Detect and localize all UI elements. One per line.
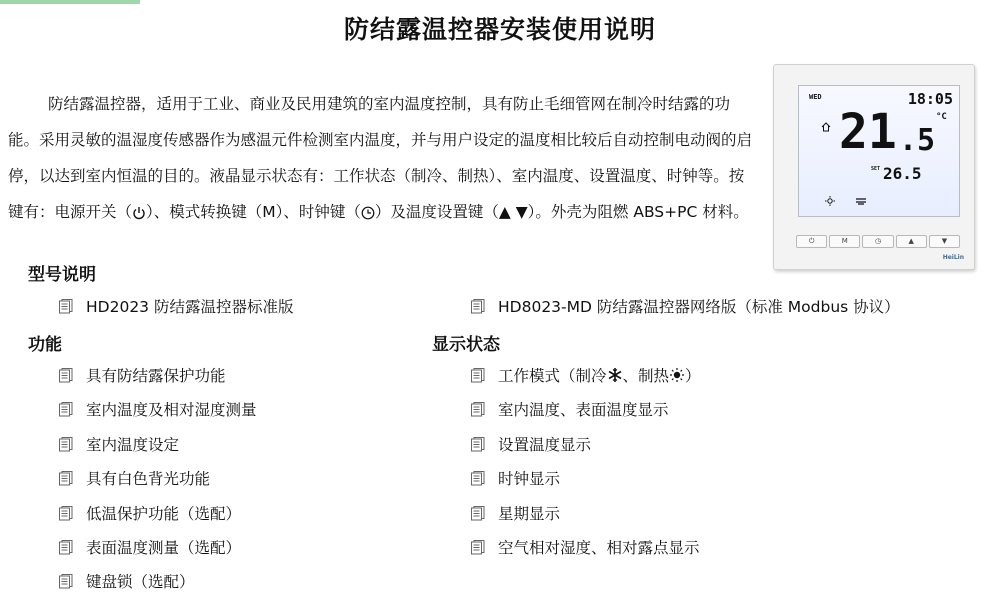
- list-item: [58, 467, 210, 489]
- list-item: [470, 467, 560, 489]
- document-icon: [470, 470, 486, 486]
- display-mode-text-a: 工作模式（制冷: [498, 367, 607, 385]
- fan-icon: [855, 196, 867, 206]
- function-text: 键盘锁（选配）: [86, 573, 195, 592]
- thermo-power-button: ⏻: [796, 235, 827, 248]
- document-icon: [470, 367, 486, 383]
- set-temp-readout: 26.5: [883, 164, 922, 183]
- sun-icon: [825, 196, 835, 206]
- set-label: SET: [871, 166, 881, 172]
- thermo-mode-button: M: [829, 235, 860, 248]
- model-standard-text: HD2023 防结露温控器标准版: [86, 298, 294, 316]
- document-icon: [58, 539, 74, 555]
- list-item: [58, 502, 241, 524]
- model-heading: 型号说明: [28, 265, 96, 285]
- display-mode-text-b: 、制热: [622, 367, 670, 385]
- list-item: [58, 433, 179, 455]
- function-text: 具有白色背光功能: [86, 470, 211, 489]
- room-temp-decimal: .5: [899, 123, 936, 158]
- day-readout: WED: [809, 93, 822, 101]
- document-icon: [470, 505, 486, 521]
- thermostat-image: [773, 64, 975, 270]
- list-item: [58, 570, 195, 592]
- room-temp-readout: 21: [839, 104, 897, 160]
- list-item: [58, 536, 241, 558]
- thermo-up-button: ▲: [896, 235, 927, 248]
- document-icon: [58, 470, 74, 486]
- model-item-network: [470, 295, 900, 317]
- display-text: 时钟显示: [498, 470, 561, 489]
- display-text: 设置温度显示: [498, 435, 592, 454]
- list-item: [470, 398, 669, 420]
- document-icon: [58, 298, 74, 314]
- power-icon: [132, 206, 146, 220]
- display-mode-text-c: ）: [685, 367, 701, 385]
- document-icon: [470, 401, 486, 417]
- document-icon: [58, 573, 74, 589]
- document-icon: [58, 505, 74, 521]
- display-item-mode: [470, 364, 701, 386]
- display-text: 室内温度、表面温度显示: [498, 401, 669, 420]
- display-text: 星期显示: [498, 504, 561, 523]
- function-text: 低温保护功能（选配）: [86, 504, 242, 523]
- function-text: 室内温度及相对湿度测量: [86, 401, 257, 420]
- thermostat-lcd: [798, 85, 960, 217]
- document-icon: [58, 401, 74, 417]
- list-item: [58, 364, 226, 386]
- list-item: [470, 502, 560, 524]
- document-icon: [470, 298, 486, 314]
- document-icon: [470, 539, 486, 555]
- thermo-down-button: ▼: [929, 235, 960, 248]
- time-readout: 18:05: [907, 90, 953, 108]
- list-item: [470, 536, 700, 558]
- list-item: [58, 398, 257, 420]
- top-accent-strip: [0, 0, 140, 4]
- clock-icon: [361, 206, 375, 220]
- brand-logo: HeiLin: [942, 254, 964, 261]
- temp-unit: °C: [936, 112, 947, 122]
- function-text: 具有防结露保护功能: [86, 367, 226, 385]
- display-heading: 显示状态: [432, 335, 500, 355]
- document-icon: [470, 436, 486, 452]
- snowflake-icon: [607, 367, 623, 383]
- document-icon: [58, 436, 74, 452]
- list-item: [470, 433, 591, 455]
- function-text: 表面温度测量（选配）: [86, 539, 242, 557]
- functions-heading: 功能: [28, 335, 62, 355]
- intro-text-3: ）及温度设置键（▲ ▼）。外壳为阻燃 ABS+PC 材料。: [374, 203, 749, 221]
- thermo-clock-button: ◷: [862, 235, 893, 248]
- intro-text-2: ）、模式转换键（M）、时钟键（: [146, 203, 361, 221]
- display-text: 空气相对湿度、相对露点显示: [498, 539, 700, 557]
- home-icon: [821, 122, 831, 132]
- sun-icon: [669, 367, 685, 383]
- intro-text-1: 防结露温控器，适用于工业、商业及民用建筑的室内温度控制，具有防止毛细管网在制冷时结露的功能。采用灵敏的温湿度传感器作为感温元件检测室内温度，并与用户设定的温度相比较后自动控制电动阀的启停，以达到室内恒温的目的。液晶显示状态有：工作状态（制冷、制热）、室内温度、设置温度、时钟等。按键有：电源开关（: [8, 95, 753, 221]
- function-text: 室内温度设定: [86, 435, 180, 454]
- model-network-text: HD8023-MD 防结露温控器网络版（标准 Modbus 协议）: [498, 298, 900, 316]
- thermostat-buttons: [796, 235, 960, 248]
- page-title: 防结露温控器安装使用说明: [343, 15, 656, 44]
- intro-paragraph: [8, 86, 753, 230]
- model-item-standard: [58, 295, 293, 317]
- document-icon: [58, 367, 74, 383]
